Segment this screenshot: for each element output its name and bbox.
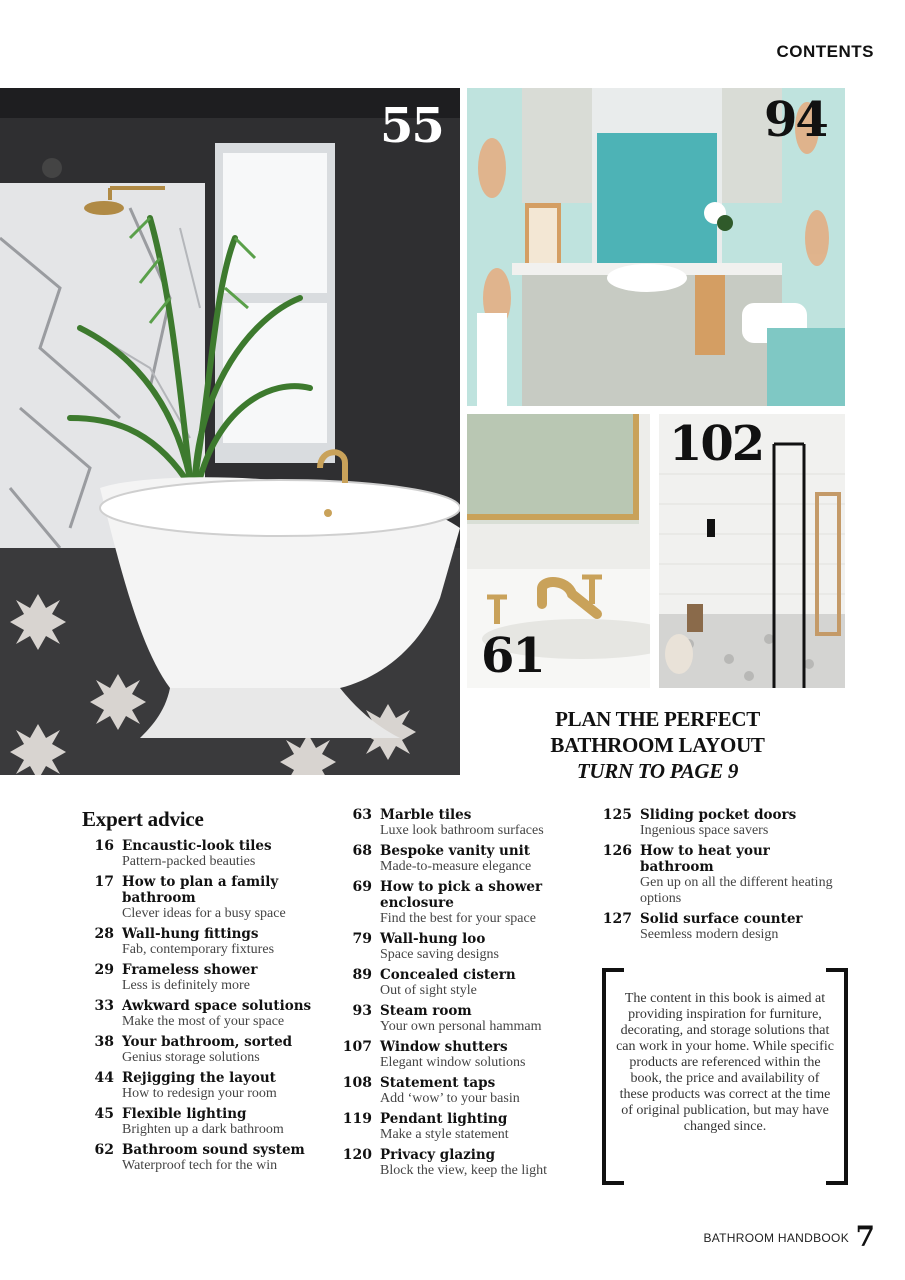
contents-entry <box>338 879 588 927</box>
entry-text <box>114 1142 332 1174</box>
photo-shower <box>659 414 845 688</box>
entry-page-number: 45 <box>94 1106 114 1122</box>
entry-description: Genius storage solutions <box>122 1050 260 1065</box>
entry-text <box>372 1039 588 1071</box>
entry-text <box>372 967 588 999</box>
page-number-61: 61 <box>481 628 544 684</box>
photo-bath <box>0 88 460 775</box>
entry-text <box>372 879 588 927</box>
entry-page-number: 68 <box>352 843 372 859</box>
contents-entry <box>82 838 332 870</box>
feature-line-3: TURN TO PAGE 9 <box>576 759 739 783</box>
entry-text <box>114 1070 332 1102</box>
entry-title: Window shutters <box>380 1039 508 1055</box>
entry-text <box>114 1106 332 1138</box>
entry-text <box>632 807 838 839</box>
contents-entry <box>82 1106 332 1138</box>
page-number-102: 102 <box>669 416 764 472</box>
contents-heading: Expert advice <box>82 807 204 831</box>
entry-description: Gen up on all the different heating options <box>640 875 833 906</box>
contents-entry <box>338 1147 588 1179</box>
entry-title: Steam room <box>380 1003 472 1019</box>
page-number-94: 94 <box>764 92 827 148</box>
entry-description: Clever ideas for a busy space <box>122 906 286 921</box>
feature-line-2: BATHROOM LAYOUT <box>550 733 765 757</box>
entry-page-number: 63 <box>352 807 372 823</box>
entry-text <box>372 1075 588 1107</box>
entry-text <box>372 807 588 839</box>
entry-title: Wall-hung loo <box>380 931 486 947</box>
entry-title: How to plan a family bathroom <box>122 874 279 906</box>
bath-illustration <box>0 88 460 775</box>
entry-page-number: 62 <box>94 1142 114 1158</box>
entry-title: Bathroom sound system <box>122 1142 305 1158</box>
entry-text <box>372 1147 588 1179</box>
entry-page-number: 69 <box>352 879 372 895</box>
entry-description: Make a style statement <box>380 1127 509 1142</box>
feature-callout <box>490 706 825 784</box>
entry-page-number: 29 <box>94 962 114 978</box>
entry-title: How to pick a shower enclosure <box>380 879 543 911</box>
contents-entry <box>338 967 588 999</box>
entry-description: Out of sight style <box>380 983 477 998</box>
entry-page-number: 17 <box>94 874 114 890</box>
entry-title: Awkward space solutions <box>122 998 312 1014</box>
contents-entry <box>82 962 332 994</box>
entry-description: Pattern-packed beauties <box>122 854 256 869</box>
entry-text <box>632 911 838 943</box>
contents-entry <box>338 931 588 963</box>
footer-page-number: 7 <box>855 1220 875 1253</box>
contents-entry <box>338 1039 588 1071</box>
entry-description: Elegant window solutions <box>380 1055 526 1070</box>
entry-page-number: 125 <box>602 807 632 823</box>
entry-text <box>372 1111 588 1143</box>
entry-page-number: 44 <box>94 1070 114 1086</box>
entry-page-number: 33 <box>94 998 114 1014</box>
contents-entry <box>598 843 838 907</box>
entry-title: Rejigging the layout <box>122 1070 276 1086</box>
entry-title: Concealed cistern <box>380 967 516 983</box>
disclaimer-box <box>602 968 848 1185</box>
entry-text <box>114 874 332 922</box>
entry-text <box>372 843 588 875</box>
contents-entry <box>598 807 838 839</box>
contents-column-1 <box>82 807 332 1178</box>
feature-line-1: PLAN THE PERFECT <box>555 707 760 731</box>
entry-title: Sliding pocket doors <box>640 807 797 823</box>
entry-page-number: 119 <box>342 1111 372 1127</box>
contents-entry <box>338 1003 588 1035</box>
contents-entry <box>338 1075 588 1107</box>
contents-entry <box>82 926 332 958</box>
entry-title: Frameless shower <box>122 962 258 978</box>
entry-page-number: 89 <box>352 967 372 983</box>
entry-text <box>372 931 588 963</box>
entry-page-number: 28 <box>94 926 114 942</box>
contents-entry <box>82 1070 332 1102</box>
entry-text <box>114 838 332 870</box>
photo-vanity <box>467 88 845 406</box>
entry-page-number: 93 <box>352 1003 372 1019</box>
entry-page-number: 127 <box>602 911 632 927</box>
entry-text <box>114 962 332 994</box>
entry-page-number: 16 <box>94 838 114 854</box>
entry-page-number: 79 <box>352 931 372 947</box>
entry-description: Brighten up a dark bathroom <box>122 1122 284 1137</box>
contents-entry <box>82 1142 332 1174</box>
entry-title: Solid surface counter <box>640 911 803 927</box>
entry-title: Encaustic-look tiles <box>122 838 272 854</box>
entry-description: Make the most of your space <box>122 1014 285 1029</box>
contents-entry <box>338 1111 588 1143</box>
entry-title: Flexible lighting <box>122 1106 247 1122</box>
entry-page-number: 126 <box>602 843 632 859</box>
entry-text <box>114 926 332 958</box>
entry-description: Add ‘wow’ to your basin <box>380 1091 520 1106</box>
entry-description: Waterproof tech for the win <box>122 1158 278 1173</box>
contents-entry <box>82 1034 332 1066</box>
entry-description: Fab, contemporary fixtures <box>122 942 275 957</box>
entry-text <box>632 843 838 907</box>
entry-description: How to redesign your room <box>122 1086 277 1101</box>
entry-description: Your own personal hammam <box>380 1019 542 1034</box>
entry-title: How to heat your bathroom <box>640 843 770 875</box>
entry-page-number: 120 <box>342 1147 372 1163</box>
contents-entry <box>338 843 588 875</box>
footer-brand: BATHROOM HANDBOOK <box>703 1231 849 1245</box>
entry-description: Made-to-measure elegance <box>380 859 532 874</box>
entry-title: Bespoke vanity unit <box>380 843 530 859</box>
disclaimer-text: The content in this book is aimed at providing inspiration for furniture, decorating, and storage solutions that can work in your home. While specific products are referenced within the book, the price and availability of these products was correct at the time of original publication, but may have changed since. <box>616 991 834 1134</box>
page-number-55: 55 <box>380 98 443 154</box>
contents-column-3 <box>598 807 838 947</box>
contents-entry <box>598 911 838 943</box>
photo-taps <box>467 414 650 688</box>
entry-description: Space saving designs <box>380 947 499 962</box>
entry-page-number: 108 <box>342 1075 372 1091</box>
entry-title: Your bathroom, sorted <box>122 1034 293 1050</box>
contents-column-2 <box>338 807 588 1183</box>
entry-description: Less is definitely more <box>122 978 250 993</box>
entry-title: Privacy glazing <box>380 1147 496 1163</box>
entry-page-number: 107 <box>342 1039 372 1055</box>
entry-page-number: 38 <box>94 1034 114 1050</box>
entry-title: Pendant lighting <box>380 1111 508 1127</box>
entry-title: Statement taps <box>380 1075 496 1091</box>
contents-entry <box>82 874 332 922</box>
entry-description: Block the view, keep the light <box>380 1163 548 1178</box>
entry-title: Marble tiles <box>380 807 472 823</box>
contents-entry <box>338 807 588 839</box>
entry-text <box>372 1003 588 1035</box>
entry-description: Ingenious space savers <box>640 823 769 838</box>
entry-text <box>114 1034 332 1066</box>
entry-description: Luxe look bathroom surfaces <box>380 823 544 838</box>
entry-description: Find the best for your space <box>380 911 536 926</box>
entry-description: Seemless modern design <box>640 927 779 942</box>
entry-text <box>114 998 332 1030</box>
section-label: CONTENTS <box>776 42 874 61</box>
contents-entry <box>82 998 332 1030</box>
entry-title: Wall-hung fittings <box>122 926 259 942</box>
